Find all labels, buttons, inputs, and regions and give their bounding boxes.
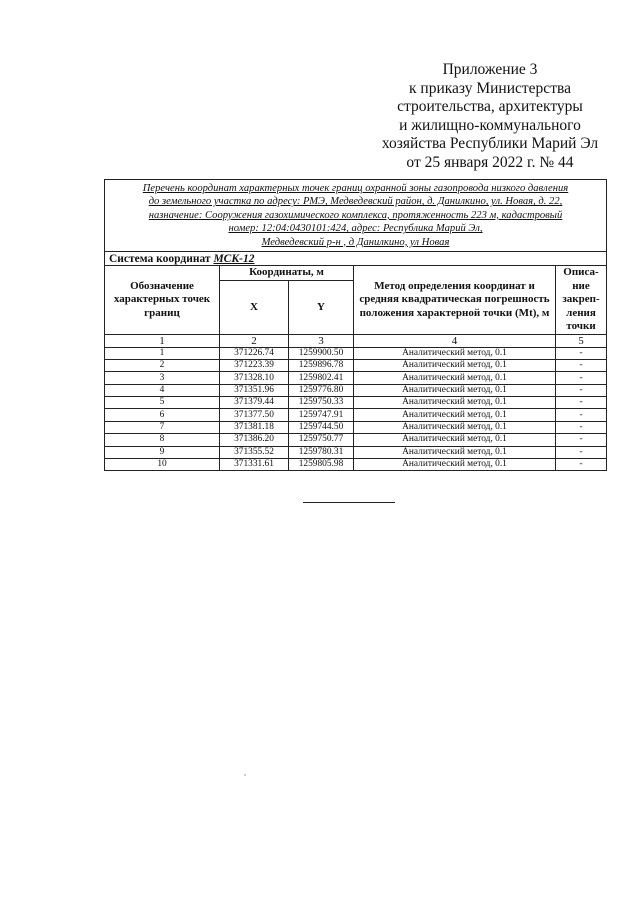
appendix-header: [360, 61, 620, 172]
cell-description: -: [556, 434, 607, 446]
cell-point: 2: [105, 359, 220, 371]
cell-method: Аналитический метод, 0.1: [354, 372, 556, 384]
cell-point: 1: [105, 347, 220, 359]
caption-line: номер: 12:04:0430101:424, адрес: Республика Марий Эл,: [228, 223, 483, 235]
cell-description: -: [556, 359, 607, 371]
cell-description: -: [556, 446, 607, 458]
column-number: 1: [105, 334, 220, 347]
header-designation: Обозначение характерных точек границ: [105, 266, 220, 335]
coordinates-table: [104, 179, 607, 471]
cell-method: Аналитический метод, 0.1: [354, 384, 556, 396]
appendix-line: и жилищно-коммунального: [399, 116, 581, 134]
table-row: [105, 384, 607, 396]
caption-line: до земельного участка по адресу: РМЭ, Медведевский район, д. Данилкино, ул. Новая, д. 22,: [148, 196, 563, 208]
cell-point: 4: [105, 384, 220, 396]
coordinate-system: [105, 252, 607, 266]
cell-method: Аналитический метод, 0.1: [354, 359, 556, 371]
column-number: 4: [354, 334, 556, 347]
cell-point: 8: [105, 434, 220, 446]
table-row: [105, 434, 607, 446]
cell-point: 3: [105, 372, 220, 384]
cell-x: 371377.50: [220, 409, 289, 421]
header-x: X: [220, 281, 289, 334]
header-coordinates: Координаты, м: [220, 266, 354, 281]
table-caption: [105, 180, 607, 252]
cell-x: 371226.74: [220, 347, 289, 359]
cell-point: 9: [105, 446, 220, 458]
table-row: [105, 446, 607, 458]
cell-y: 1259744.50: [289, 421, 354, 433]
cell-x: 371331.61: [220, 459, 289, 471]
cell-method: Аналитический метод, 0.1: [354, 409, 556, 421]
header-method: Метод определения координат и средняя квадратическая погрешность положения характерной точки (Mt), м: [354, 266, 556, 335]
cell-description: -: [556, 459, 607, 471]
cell-description: -: [556, 384, 607, 396]
cell-y: 1259776.80: [289, 384, 354, 396]
cell-method: Аналитический метод, 0.1: [354, 397, 556, 409]
table-row: [105, 359, 607, 371]
column-number: 5: [556, 334, 607, 347]
cell-y: 1259780.31: [289, 446, 354, 458]
column-number: 3: [289, 334, 354, 347]
appendix-line: к приказу Министерства: [409, 79, 571, 97]
table-row: [105, 372, 607, 384]
cell-method: Аналитический метод, 0.1: [354, 434, 556, 446]
cell-method: Аналитический метод, 0.1: [354, 347, 556, 359]
cell-description: -: [556, 421, 607, 433]
table-row: [105, 409, 607, 421]
cell-method: Аналитический метод, 0.1: [354, 446, 556, 458]
cell-y: 1259750.77: [289, 434, 354, 446]
cell-x: 371355.52: [220, 446, 289, 458]
cell-description: -: [556, 397, 607, 409]
caption-line: Медведевский р-н , д Данилкино, ул Новая: [261, 236, 450, 248]
cell-y: 1259747.91: [289, 409, 354, 421]
appendix-line: строительства, архитектуры: [397, 98, 583, 115]
cell-x: 371381.18: [220, 421, 289, 433]
cell-description: -: [556, 347, 607, 359]
cell-x: 371351.96: [220, 384, 289, 396]
caption-line: назначение: Сооружения газохимического комплекса, протяженность 223 м, кадастровый: [148, 209, 563, 221]
cell-point: 6: [105, 409, 220, 421]
cell-x: 371379.44: [220, 397, 289, 409]
header-description: Описа-ние закреп-ления точки: [556, 266, 607, 335]
appendix-line: от 25 января 2022 г. № 44: [406, 153, 574, 171]
cell-y: 1259802.41: [289, 372, 354, 384]
table-row: [105, 397, 607, 409]
cell-y: 1259805.98: [289, 459, 354, 471]
cell-y: 1259900.50: [289, 347, 354, 359]
coordinate-system-value: МСК-12: [213, 252, 255, 265]
column-number: 2: [220, 334, 289, 347]
cell-y: 1259750.33: [289, 397, 354, 409]
cell-point: 10: [105, 459, 220, 471]
caption-line: Перечень координат характерных точек границ охранной зоны газопровода низкого давления: [142, 183, 569, 194]
cell-y: 1259896.78: [289, 359, 354, 371]
scan-speck: [244, 774, 246, 776]
end-divider: [303, 502, 395, 503]
cell-x: 371223.39: [220, 359, 289, 371]
cell-point: 7: [105, 421, 220, 433]
cell-x: 371328.10: [220, 372, 289, 384]
table-row: [105, 347, 607, 359]
cell-point: 5: [105, 397, 220, 409]
cell-method: Аналитический метод, 0.1: [354, 421, 556, 433]
cell-x: 371386.20: [220, 434, 289, 446]
header-y: Y: [289, 281, 354, 334]
coordinate-system-label: Система координат: [109, 252, 211, 265]
table-row: [105, 459, 607, 471]
cell-description: -: [556, 409, 607, 421]
appendix-line: хозяйства Республики Марий Эл: [381, 135, 599, 152]
cell-description: -: [556, 372, 607, 384]
cell-method: Аналитический метод, 0.1: [354, 459, 556, 471]
appendix-line: Приложение 3: [442, 61, 538, 78]
table-row: [105, 421, 607, 433]
